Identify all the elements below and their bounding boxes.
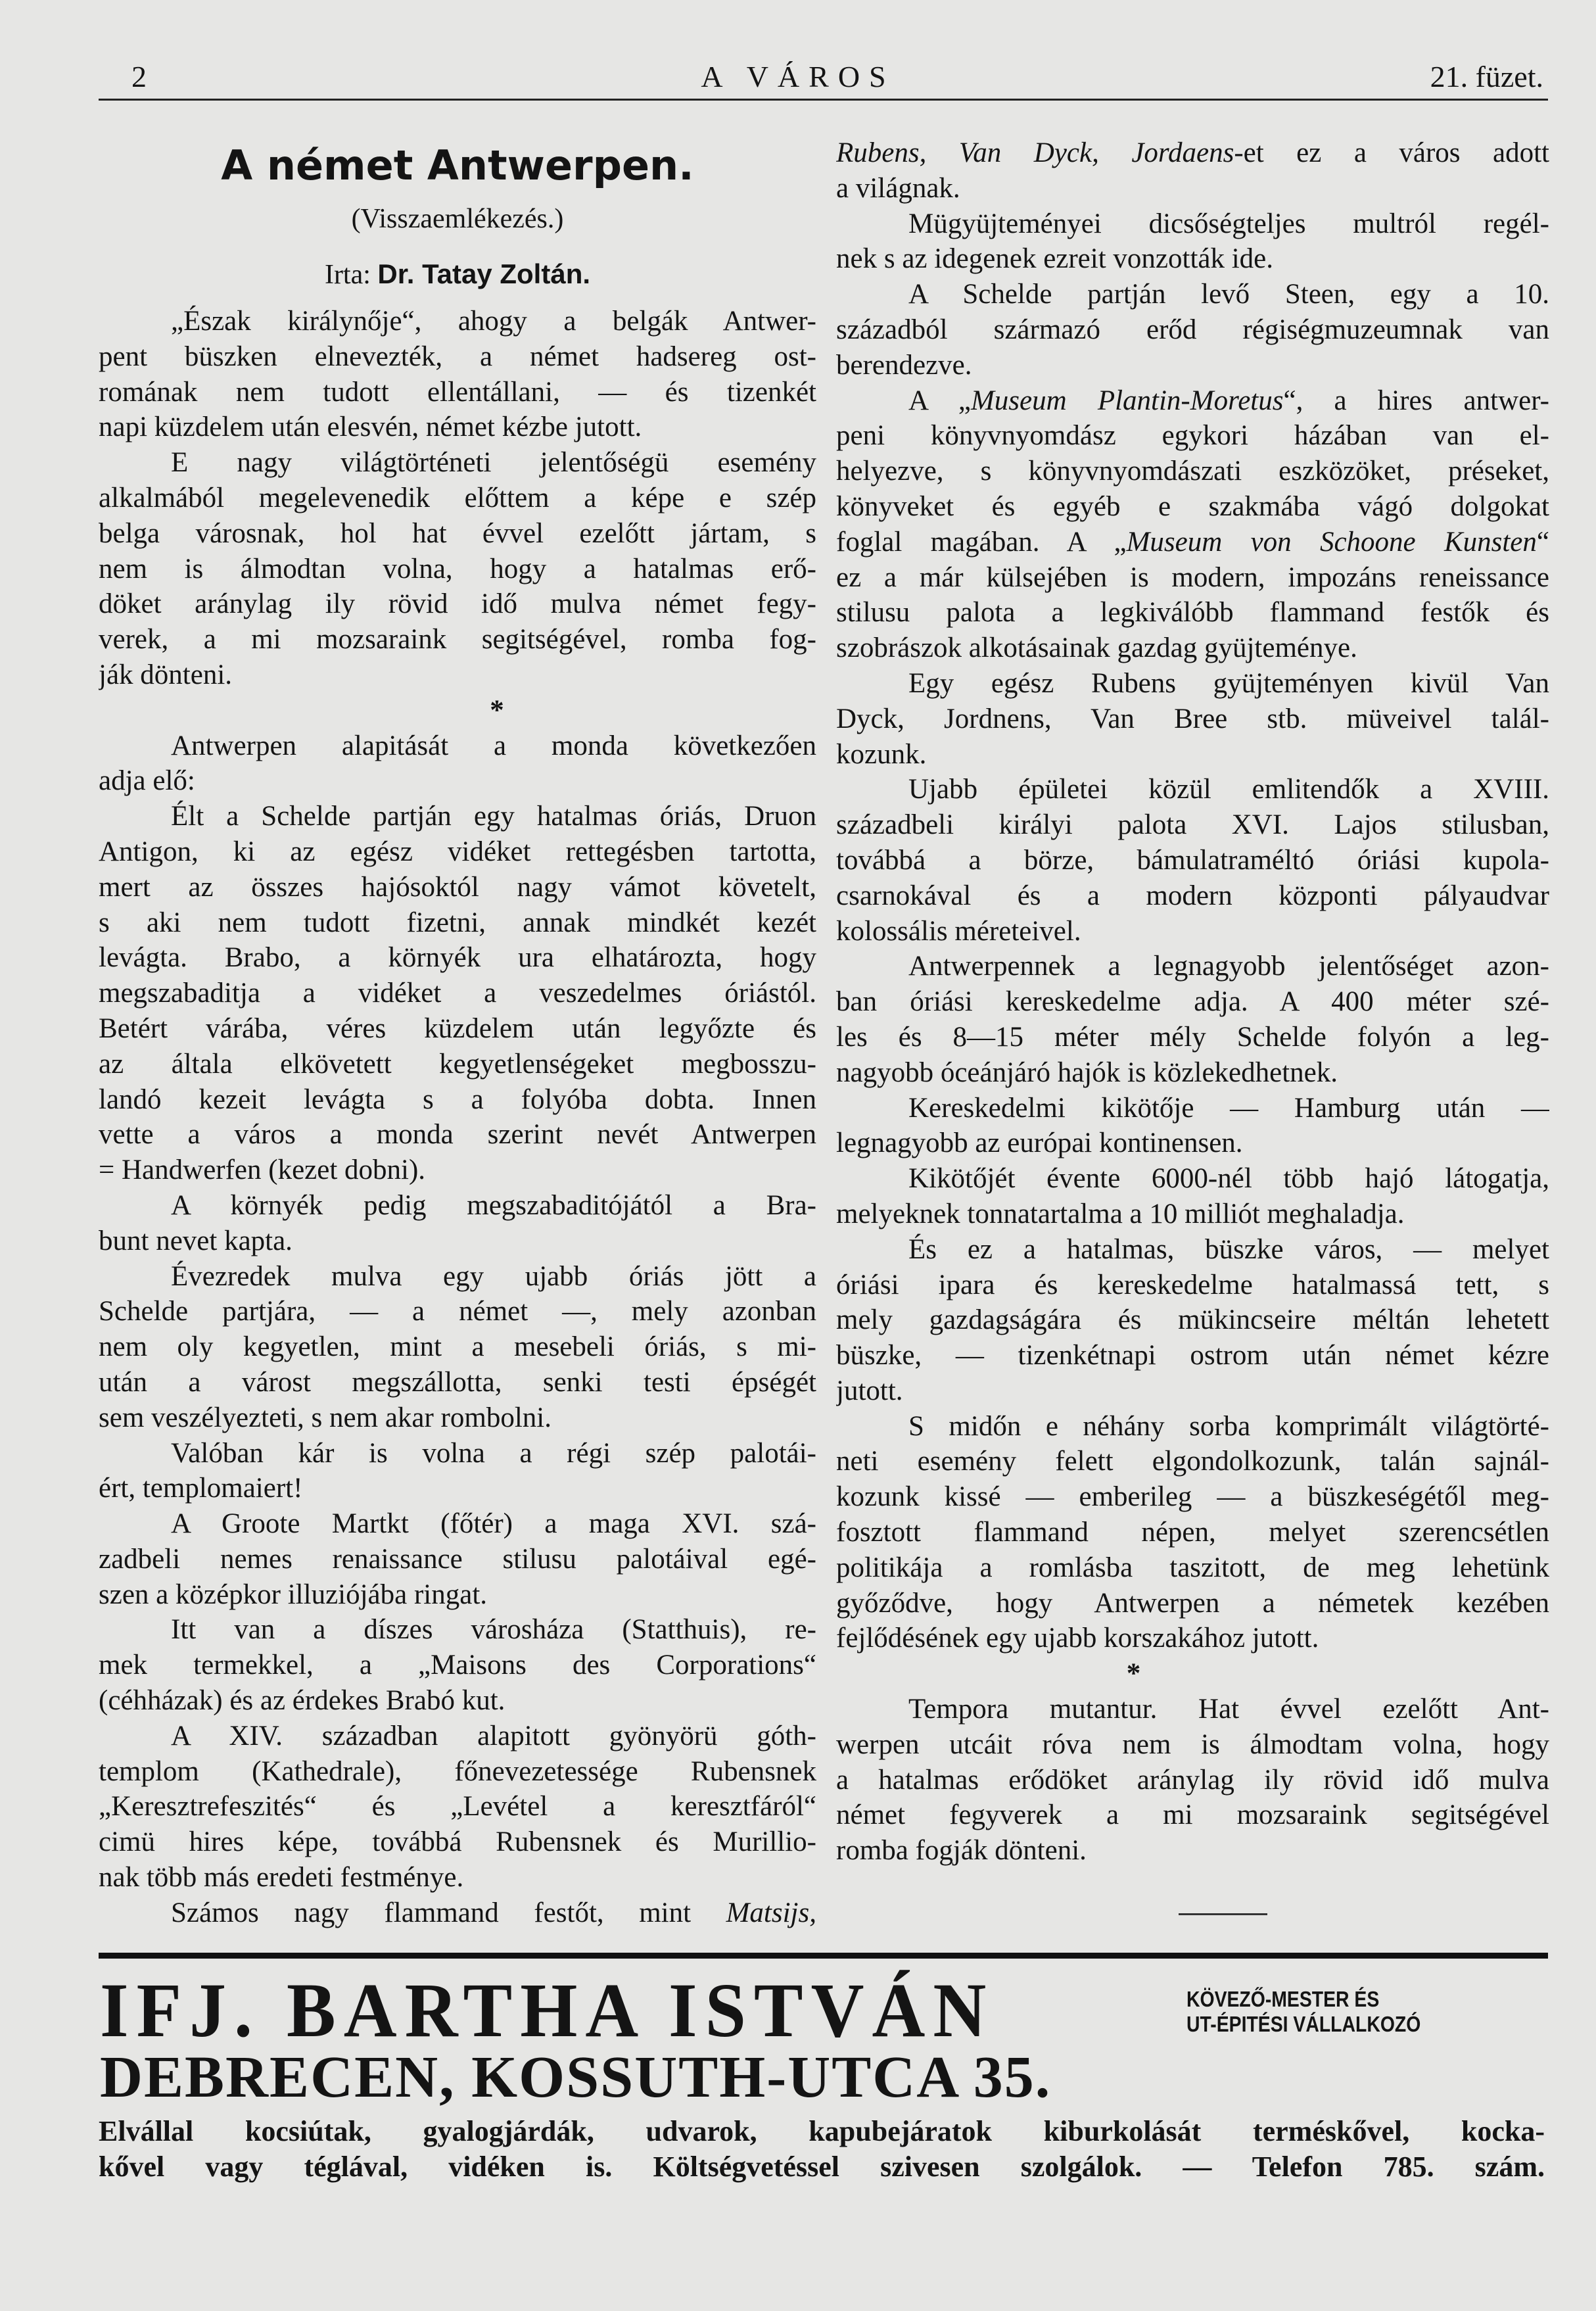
text-line: s aki nem tudott fizetni, annak mindkét kezét xyxy=(99,907,816,938)
text-line: Betért várába, véres küzdelem után legyőzte és xyxy=(99,1013,816,1044)
article-byline xyxy=(99,256,816,293)
article-title: A német Antwerpen. xyxy=(221,141,694,189)
text-line: melyeknek tonnatartalma a 10 milliót meghaladja. xyxy=(836,1198,1405,1229)
text-line xyxy=(99,1895,816,1931)
text-line xyxy=(836,383,1549,419)
text-line: könyveket és egyéb e szakmába vágó dolgokat xyxy=(836,490,1549,522)
text-line: neti esemény felett elgondolkozunk, talán sajnál- xyxy=(836,1446,1549,1477)
text-line: a hatalmas erődöket aránylag ily rövid idő mulva xyxy=(836,1764,1549,1796)
text-line: Élt a Schelde partján egy hatalmas óriás, Druon xyxy=(171,801,816,832)
text-line: nek s az idegenek ezreit vonzották ide. xyxy=(836,243,1274,275)
text-line: verek, a mi mozsaraink segitségével, romba fog- xyxy=(99,624,816,655)
text-line: adja elő: xyxy=(99,765,195,797)
text-segment: “ xyxy=(1536,526,1549,558)
text-line: Egy egész Rubens gyüjteményen kivül Van xyxy=(908,667,1549,699)
text-line: ban óriási kereskedelme adja. A 400 méter szé- xyxy=(836,986,1549,1018)
issue-number: 21. füzet. xyxy=(1430,60,1543,93)
text-line: levágta. Brabo, a környék ura elhatározta, hogy xyxy=(99,942,816,974)
article-end-rule xyxy=(1179,1913,1267,1915)
article-subtitle: (Visszaemlékezés.) xyxy=(351,204,564,234)
text-line: peni könyvnyomdász egykori házában van el- xyxy=(836,420,1549,452)
ad-body xyxy=(99,2114,1545,2185)
ad-trade-line: KÖVEZŐ-MESTER ÉS xyxy=(1186,1987,1380,2011)
text-line: kozunk kissé — emberileg — a büszkeségétől meg- xyxy=(836,1481,1549,1513)
article-column-right xyxy=(836,135,1549,1869)
ad-trade-line: UT-ÉPITÉSI VÁLLALKOZÓ xyxy=(1186,2012,1421,2036)
text-line: a világnak. xyxy=(836,172,960,204)
text-line: nem is álmodtan volna, hogy a hatalmas erő- xyxy=(99,553,816,584)
text-line: Schelde partjára, — a német —, mely azonban xyxy=(99,1296,816,1327)
ad-body-line: Elvállal kocsiútak, gyalogjárdák, udvarok, kapubejáratok kiburkolását terméskővel, kocka- xyxy=(99,2115,1545,2147)
text-line: berendezve. xyxy=(836,349,972,381)
text-segment: “, a hires antwer- xyxy=(1283,385,1549,416)
text-line: századból származó erőd régiségmuzeumnak van xyxy=(836,314,1549,345)
text-line: döket aránylag ily rövid idő mulva német fegy- xyxy=(99,588,816,620)
ad-address: DEBRECEN, KOSSUTH-UTCA 35. xyxy=(100,2045,1052,2110)
text-line: szobrászok alkotásainak gazdag gyüjteménye. xyxy=(836,632,1357,664)
text-line: Ujabb épületei közül emlitendők a XVIII. xyxy=(908,774,1549,805)
text-line: (céhházak) és az érdekes Brabó kut. xyxy=(99,1685,505,1717)
advertisement-rule xyxy=(99,1953,1548,1959)
text-line: stilusu palota a legkiválóbb flammand festők és xyxy=(836,597,1549,629)
article-column-left xyxy=(99,304,816,1931)
text-line: ez a már külsejében is modern, impozáns reneissance xyxy=(836,561,1549,593)
text-line: nagyobb óceánjáró hajók is közlekedhetnek. xyxy=(836,1057,1338,1088)
text-line: nem oly kegyetlen, mint a mesebeli óriás, s mi- xyxy=(99,1331,816,1363)
text-line: helyezve, s könyvnyomdászati eszközöket, préseket, xyxy=(836,456,1549,487)
text-line: századbeli királyi palota XVI. Lajos stilusban, xyxy=(836,809,1549,841)
text-line: ért, templomaiert! xyxy=(99,1473,303,1504)
text-line: óriási ipara és kereskedelme hatalmassá tett, s xyxy=(836,1269,1549,1300)
text-line: És ez a hatalmas, büszke város, — melyet xyxy=(908,1233,1549,1265)
text-line: legnagyobb az európai kontinensen. xyxy=(836,1128,1243,1159)
text-line: A XIV. században alapitott gyönyörü góth- xyxy=(171,1720,816,1751)
byline-prefix: Irta: xyxy=(324,260,371,290)
page-number: 2 xyxy=(131,60,147,93)
text-line: zadbeli nemes renaissance stilusu palotáival egé- xyxy=(99,1543,816,1575)
text-line: mely gazdagságára és mükincseire méltán lehetett xyxy=(836,1304,1549,1336)
text-line: Kereskedelmi kikötője — Hamburg után — xyxy=(908,1092,1549,1124)
text-line: jutott. xyxy=(836,1375,903,1406)
text-line: vette a város a monda szerint nevét Antwerpen xyxy=(99,1119,816,1151)
text-line: cimü hires képe, továbbá Rubensnek és Murillio- xyxy=(99,1826,816,1858)
text-line: kozunk. xyxy=(836,738,927,770)
ad-company-name: IFJ. BARTHA ISTVÁN xyxy=(100,1968,995,2054)
text-line: Dyck, Jordnens, Van Bree stb. müveivel talál- xyxy=(836,703,1549,734)
text-line: werpen utcáit róva nem is álmodtam volna, hogy xyxy=(836,1728,1549,1760)
text-line: alkalmából megelevenedik előttem a képe e szép xyxy=(99,482,816,513)
text-line xyxy=(836,135,1549,171)
text-line: ják dönteni. xyxy=(99,659,233,690)
text-line: Antwerpen alapitását a monda következően xyxy=(171,730,816,761)
italic-text: Museum von Schoone Kunsten xyxy=(1126,526,1537,558)
text-line: mert az összes hajósoktól nagy vámot követelt, xyxy=(99,871,816,903)
text-line: romának nem tudott ellentállani, — és tizenkét xyxy=(99,376,816,408)
text-line: les és 8—15 méter mély Schelde folyón a leg- xyxy=(836,1021,1549,1053)
section-separator: * xyxy=(1126,1658,1141,1690)
text-line: szen a középkor illuziójába ringat. xyxy=(99,1579,488,1610)
text-line: bunt nevet kapta. xyxy=(99,1225,293,1256)
ad-trade xyxy=(1186,1987,1420,2037)
text-segment: foglal magában. A „ xyxy=(836,526,1127,558)
text-line: után a várost megszállotta, senki testi épségét xyxy=(99,1366,816,1398)
text-line: fejlődésének egy ujabb korszakához jutott. xyxy=(836,1623,1319,1654)
text-segment: Számos nagy flammand festőt, mint xyxy=(171,1897,726,1928)
text-line: landó kezeit levágta s a folyóba dobta. Innen xyxy=(99,1084,816,1115)
text-line xyxy=(836,525,1549,560)
text-line: E nagy világtörténeti jelentőségü esemény xyxy=(171,447,816,479)
text-line: nak több más eredeti festménye. xyxy=(99,1862,464,1894)
text-line: napi küzdelem után elesvén, német kézbe jutott. xyxy=(99,412,642,443)
text-line: „Keresztrefeszités“ és „Levétel a keresztfáról“ xyxy=(99,1791,816,1823)
text-line: Antwerpennek a legnagyobb jelentőséget azon- xyxy=(908,951,1549,982)
text-line: Mügyüjteményei dicsőségteljes multról regél- xyxy=(908,208,1549,239)
text-line: sem veszélyezteti, s nem akar rombolni. xyxy=(99,1402,552,1433)
text-line: romba fogják dönteni. xyxy=(836,1835,1087,1867)
text-line: kolossális méreteivel. xyxy=(836,915,1081,947)
text-line: az általa elkövetett kegyetlenségeket megbosszu- xyxy=(99,1048,816,1080)
text-line: S midőn e néhány sorba komprimált világtörté- xyxy=(908,1410,1549,1442)
text-line: győződve, hogy Antwerpen a németek kezében xyxy=(836,1587,1549,1619)
text-line: továbbá a börze, bámulatraméltó óriási kupola- xyxy=(836,844,1549,876)
italic-text: Museum Plantin-Moretus xyxy=(970,385,1284,416)
publication-title: A VÁROS xyxy=(701,60,895,93)
text-line: Itt van a díszes városháza (Statthuis), re- xyxy=(171,1614,816,1646)
text-line: Antigon, ki az egész vidéket rettegésben tartotta, xyxy=(99,836,816,867)
header-rule xyxy=(99,99,1548,101)
text-line: A Schelde partján levő Steen, egy a 10. xyxy=(908,279,1549,310)
text-line: büszke, — tizenkétnapi ostrom után német kézre xyxy=(836,1340,1549,1371)
text-line: templom (Kathedrale), főnevezetessége Rubensnek xyxy=(99,1755,816,1787)
text-segment: -et ez a város adott xyxy=(1234,137,1549,168)
italic-text: Matsijs, xyxy=(726,1897,816,1928)
text-line: Kikötőjét évente 6000-nél több hajó látogatja, xyxy=(908,1163,1549,1195)
text-line: A Groote Martkt (főtér) a maga XVI. szá- xyxy=(171,1508,816,1540)
section-separator: * xyxy=(490,694,504,726)
italic-text: Rubens, Van Dyck, Jordaens xyxy=(836,137,1234,168)
text-line: belga városnak, hol hat évvel ezelőtt jártam, s xyxy=(99,517,816,549)
author-name: Dr. Tatay Zoltán. xyxy=(377,258,591,289)
text-line: A környék pedig megszabaditójától a Bra- xyxy=(171,1189,816,1221)
text-line: csarnokával és a modern központi pályaudvar xyxy=(836,880,1549,911)
text-line: Valóban kár is volna a régi szép palotái- xyxy=(171,1437,816,1469)
text-line: német fegyverek a mi mozsaraink segitségével xyxy=(836,1799,1549,1831)
text-line: Tempora mutantur. Hat évvel ezelőtt Ant- xyxy=(908,1694,1549,1725)
text-line: mek termekkel, a „Maisons des Corporations“ xyxy=(99,1650,816,1681)
text-line: Évezredek mulva egy ujabb óriás jött a xyxy=(171,1260,816,1292)
ad-body-line: kővel vagy téglával, vidéken is. Költségvetéssel szivesen szolgálok. — Telefon 785. szám. xyxy=(99,2151,1545,2183)
text-line: „Észak királynője“, ahogy a belgák Antwer- xyxy=(171,306,816,337)
text-line: pent büszken elnevezték, a német hadsereg ost- xyxy=(99,341,816,372)
text-line: fosztott flammand népen, melyet szerencsétlen xyxy=(836,1517,1549,1548)
text-line: = Handwerfen (kezet dobni). xyxy=(99,1155,426,1186)
text-line: politikája a romlásba taszitott, de meg lehetünk xyxy=(836,1552,1549,1583)
text-segment: A „ xyxy=(908,385,971,416)
text-line: megszabaditja a vidéket a veszedelmes óriástól. xyxy=(99,978,816,1009)
